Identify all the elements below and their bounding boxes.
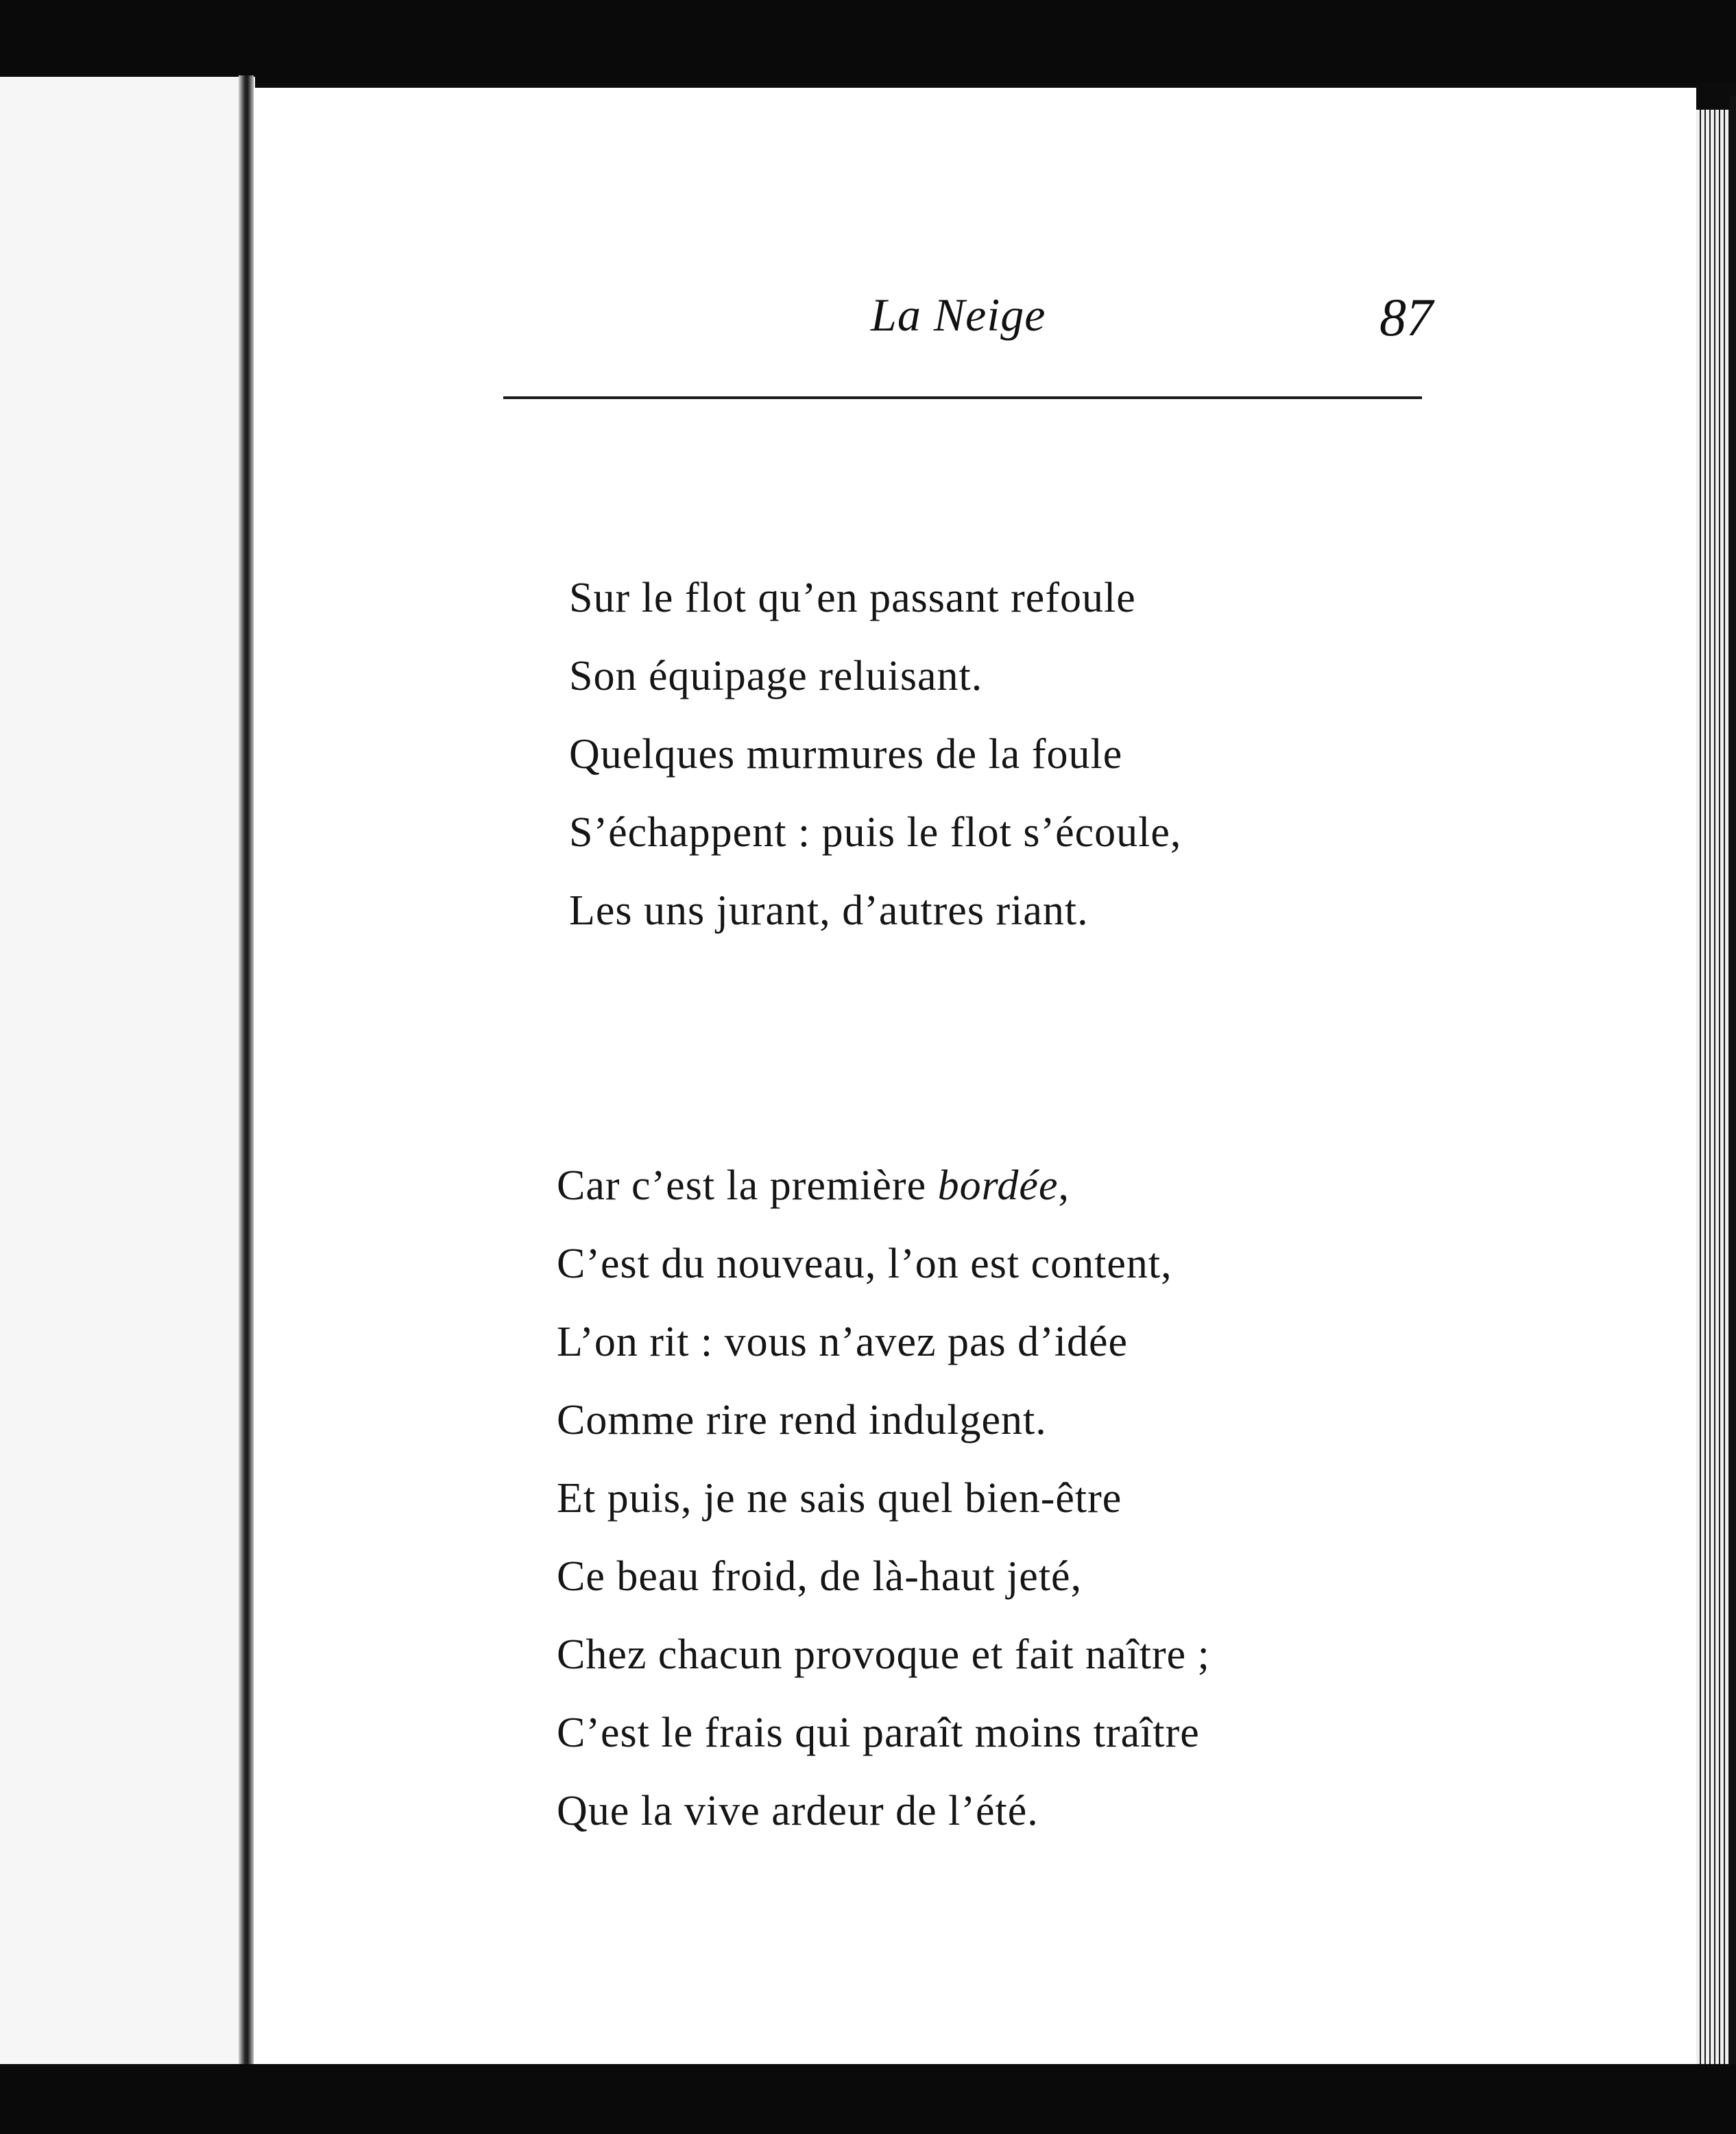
book-gutter <box>239 75 254 2064</box>
facing-page-edge <box>0 77 255 2065</box>
page-fore-edge <box>1696 110 1729 2064</box>
scan-border-top <box>0 0 1736 82</box>
stanza-2 <box>557 1147 1210 1850</box>
header-rule <box>503 396 1422 399</box>
verse-line: C’est le frais qui paraît moins traître <box>557 1710 1200 1756</box>
verse-line: Que la vive ardeur de l’été. <box>557 1788 1039 1834</box>
running-title: La Neige <box>871 289 1046 341</box>
verse-line: Sur le flot qu’en passant refoule <box>569 575 1136 621</box>
stanza-1 <box>569 559 1181 950</box>
page-number: 87 <box>1379 287 1433 347</box>
verse-punctuation: , <box>1058 1162 1070 1209</box>
verse-line: C’est du nouveau, l’on est content, <box>557 1240 1172 1287</box>
verse-line <box>557 1147 1210 1225</box>
verse-line: Les uns jurant, d’autres riant. <box>569 887 1089 934</box>
fore-edge-shadow <box>1729 96 1736 2064</box>
verse-line: Et puis, je ne sais quel bien-être <box>557 1475 1122 1522</box>
verse-line: Chez chacun provoque et fait naître ; <box>557 1631 1210 1678</box>
italic-word: bordée <box>937 1162 1059 1209</box>
verse-text: Car c’est la première <box>557 1162 938 1209</box>
verse-line: Quelques murmures de la foule <box>569 731 1123 778</box>
scan-border-bottom <box>0 2064 1736 2134</box>
verse-line: Ce beau froid, de là-haut jeté, <box>557 1553 1083 1600</box>
verse-line: Comme rire rend indulgent. <box>557 1397 1047 1443</box>
verse-line: S’échappent : puis le flot s’écoule, <box>569 809 1182 856</box>
verse-line: L’on rit : vous n’avez pas d’idée <box>557 1319 1129 1365</box>
verse-line: Son équipage reluisant. <box>569 653 983 699</box>
